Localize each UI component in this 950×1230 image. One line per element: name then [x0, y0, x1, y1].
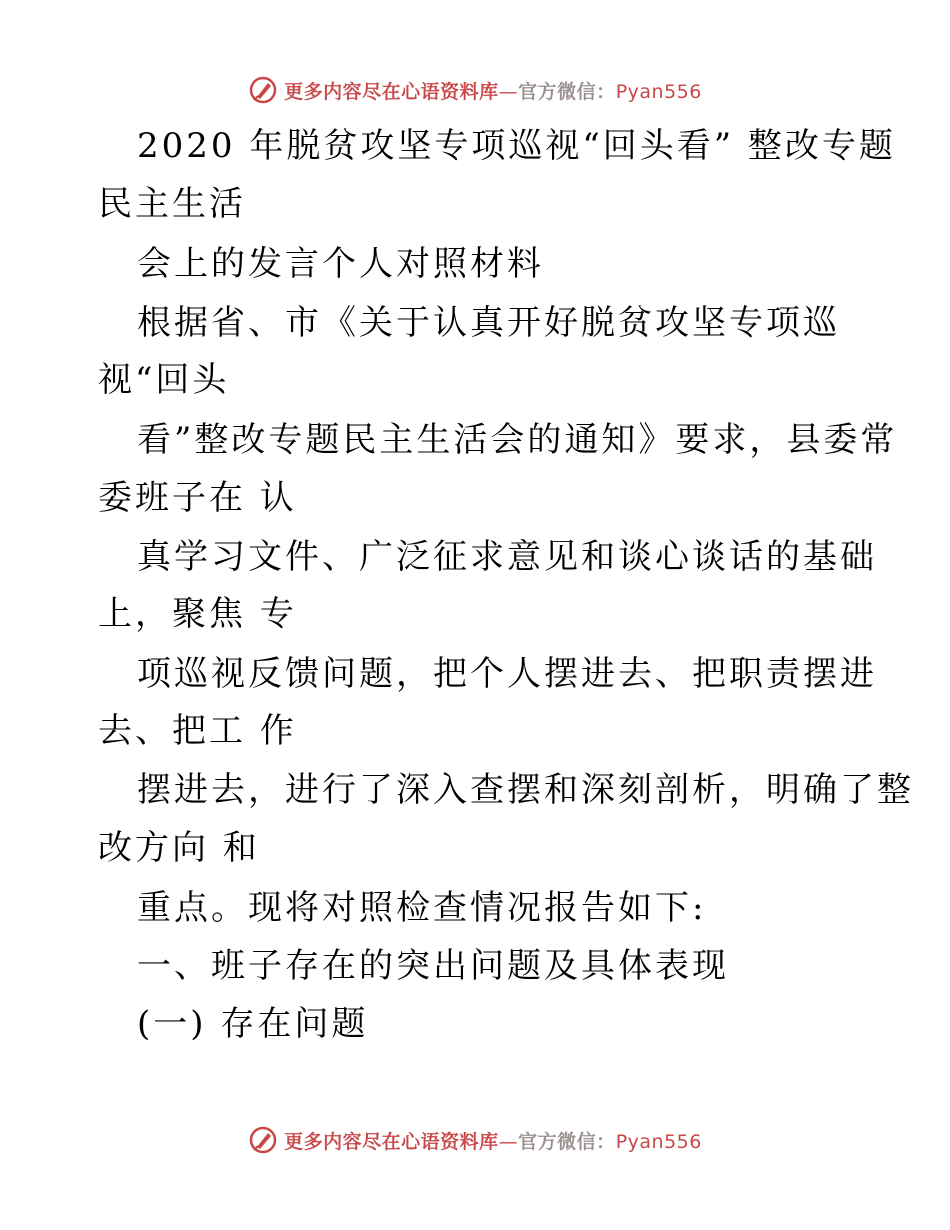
- document-line: 根据省、市《关于认真开好脱贫攻坚专项巡: [137, 303, 840, 343]
- watermark-dash: —: [498, 1130, 519, 1153]
- watermark-site-text: 更多内容尽在心语资料库: [284, 80, 499, 103]
- document-line: 摆进去，进行了深入查摆和深刻剖析，明确了整: [137, 770, 914, 810]
- header-watermark: [0, 72, 950, 108]
- watermark-official-label: 官方微信：: [518, 1130, 616, 1153]
- document-line: 视“回头: [98, 360, 230, 400]
- watermark-wechat-id: Pyan556: [615, 1130, 702, 1153]
- document-line: 委班子在 认: [98, 478, 297, 518]
- watermark-site-text: 更多内容尽在心语资料库: [284, 1130, 499, 1153]
- document-line: 改方向 和: [98, 828, 260, 868]
- document-line: 去、把工 作: [98, 711, 297, 751]
- footer-watermark: [0, 1122, 950, 1158]
- watermark-official-label: 官方微信：: [518, 80, 616, 103]
- document-line: 2020 年脱贫攻坚专项巡视“回头看” 整改专题: [137, 126, 896, 166]
- document-line: 上，聚焦 专: [98, 594, 297, 634]
- watermark-text: [284, 77, 702, 104]
- document-line: 重点。现将对照检查情况报告如下:: [137, 888, 707, 928]
- watermark-wechat-id: Pyan556: [615, 80, 702, 103]
- document-line: 看”整改专题民主生活会的通知》要求，县委常: [137, 420, 898, 460]
- document-line: 真学习文件、广泛征求意见和谈心谈话的基础: [137, 537, 877, 577]
- quill-logo-icon: [248, 1125, 278, 1155]
- watermark-text: [284, 1127, 702, 1154]
- document-line: 民主生活: [98, 184, 246, 224]
- quill-logo-icon: [248, 75, 278, 105]
- subsection-heading: (一) 存在问题: [137, 1004, 369, 1044]
- document-line: 项巡视反馈问题，把个人摆进去、把职责摆进: [137, 654, 877, 694]
- document-line: 会上的发言个人对照材料: [137, 244, 544, 284]
- section-heading: 一、班子存在的突出问题及具体表现: [137, 946, 729, 986]
- watermark-dash: —: [498, 80, 519, 103]
